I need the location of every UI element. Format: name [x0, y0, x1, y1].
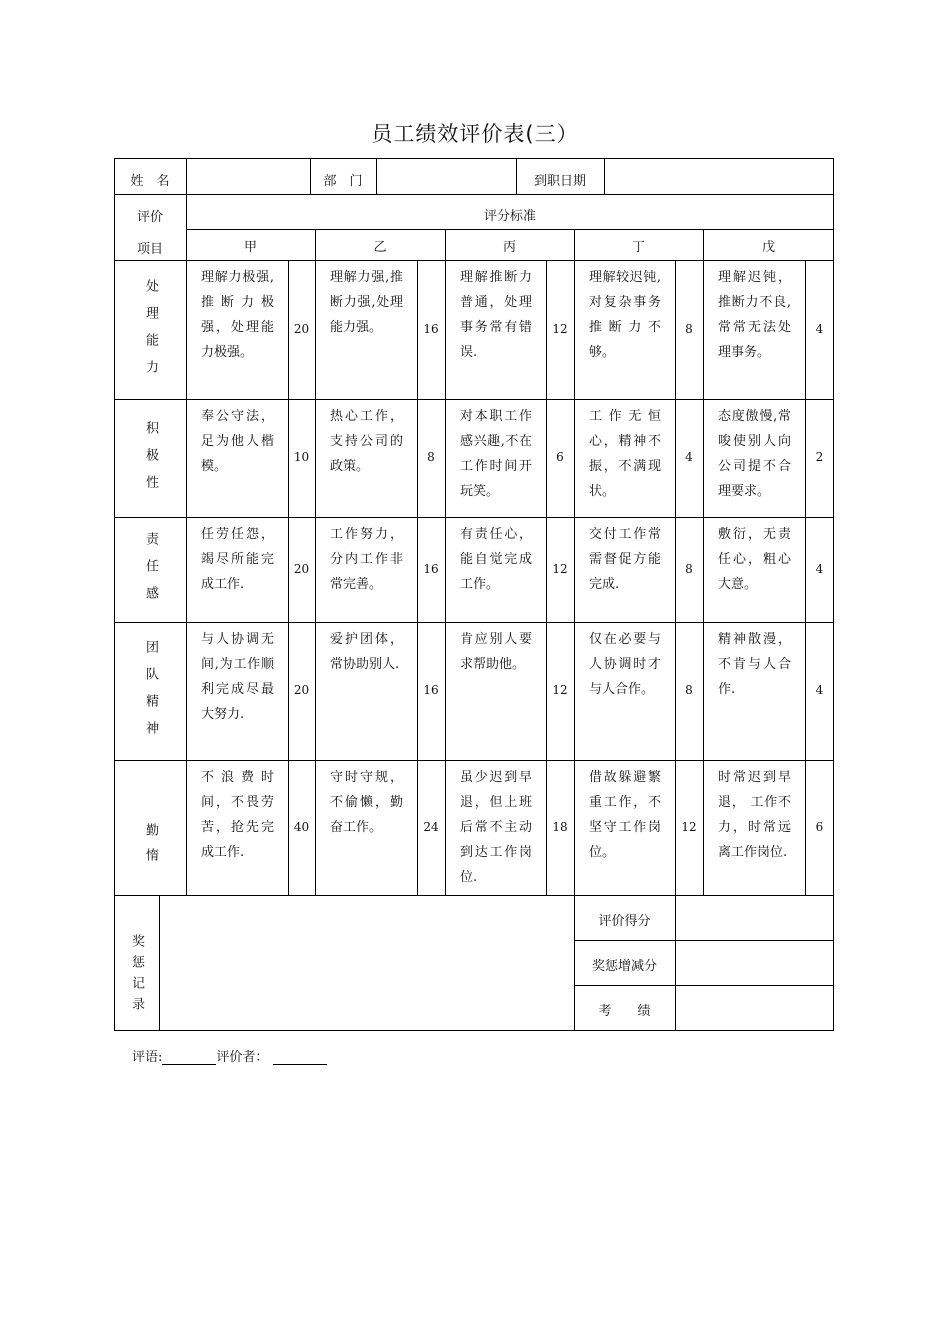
item-label-teamwork: 团队精神 — [143, 640, 158, 748]
grade-divider — [445, 622, 446, 760]
grade-divider — [574, 760, 575, 895]
col-divider — [186, 158, 187, 194]
comment-field[interactable] — [162, 1052, 216, 1065]
evaluator-label: 评价者： — [216, 1050, 269, 1065]
score-value: 40 — [293, 820, 310, 834]
grade-divider — [574, 399, 575, 517]
grade-divider — [445, 260, 446, 399]
dept-label: 部 门 — [323, 174, 363, 189]
score-value: 8 — [685, 562, 693, 576]
grade-divider — [445, 399, 446, 517]
row-divider — [186, 229, 834, 230]
score-value: 24 — [423, 820, 439, 834]
score-value: 4 — [815, 683, 824, 697]
criterion-text: 工作无恒心，精神不振，不满现状。 — [589, 409, 661, 499]
item-header-top: 评价 — [136, 210, 163, 225]
grade-e-header: 戊 — [761, 240, 775, 255]
criterion-text: 对本职工作感兴趣,不在工作时间开玩笑。 — [460, 409, 532, 499]
item-column-divider — [186, 194, 187, 895]
footer — [132, 1046, 327, 1065]
name-label: 姓 名 — [130, 174, 170, 189]
score-value: 4 — [815, 562, 824, 576]
summary-divider — [675, 895, 676, 1031]
grade-divider — [445, 760, 446, 895]
grade-b-header: 乙 — [373, 240, 387, 255]
grade-divider — [315, 260, 316, 399]
criterion-text: 理解迟钝，推断力不良,常常无法处理事务。 — [718, 270, 791, 360]
score-value: 18 — [552, 820, 568, 834]
criterion-text: 理解力极强,推断力极强，处理能力极强。 — [201, 270, 274, 360]
grade-a-header: 甲 — [243, 240, 257, 255]
summary-row-divider — [574, 985, 834, 986]
score-value: 12 — [552, 562, 568, 576]
rewards-record-field[interactable] — [161, 897, 572, 1029]
grade-divider — [703, 517, 704, 622]
score-value: 2 — [815, 450, 824, 464]
name-field[interactable] — [188, 160, 308, 192]
col-divider — [604, 158, 605, 194]
criterion-text: 时常迟到早退， 工作不力，时常远离工作岗位. — [718, 770, 791, 860]
grade-divider — [703, 622, 704, 760]
final-rating-field[interactable] — [677, 987, 832, 1029]
criterion-text: 理解较迟钝,对复杂事务推断力不够。 — [589, 270, 661, 360]
row-divider — [114, 194, 834, 195]
grade-divider — [315, 760, 316, 895]
score-value: 12 — [552, 683, 568, 697]
grade-divider — [703, 399, 704, 517]
criterion-text: 有责任心，能自觉完成工作。 — [460, 527, 532, 592]
criterion-text: 爱护团体，常协助别人. — [330, 632, 403, 672]
criterion-text: 守时守规，不偷懒，勤奋工作。 — [330, 770, 403, 835]
item-label-responsibility: 责任感 — [143, 532, 158, 613]
criterion-text: 理解推断力普通，处理事务常有错误. — [460, 270, 532, 360]
score-value: 4 — [815, 322, 824, 336]
criterion-text: 态度傲慢,常唆使别人向公司提不合理要求。 — [718, 409, 791, 499]
criterion-text: 交付工作常需督促方能完成. — [589, 527, 661, 592]
item-label-processing-ability: 处理能力 — [143, 278, 158, 387]
criterion-text: 热心工作，支持公司的政策。 — [330, 409, 403, 474]
score-value: 6 — [815, 820, 824, 834]
comment-label: 评语: — [132, 1050, 163, 1065]
evaluation-score-label: 评价得分 — [598, 914, 651, 929]
grade-divider — [574, 517, 575, 622]
criterion-text: 奉公守法，足为他人楷模。 — [201, 409, 274, 474]
score-value: 12 — [552, 322, 568, 336]
grade-divider — [574, 622, 575, 760]
hire-date-label: 到职日期 — [533, 174, 586, 189]
grade-d-header: 丁 — [631, 240, 645, 255]
criterion-text: 不浪费时间，不畏劳苦，抢先完成工作. — [201, 770, 274, 860]
row-divider — [114, 760, 834, 761]
criterion-text: 理解力强,推断力强,处理能力强。 — [330, 270, 403, 335]
grade-c-header: 丙 — [502, 240, 516, 255]
grade-divider — [315, 622, 316, 760]
record-label-divider — [159, 895, 160, 1031]
scoring-standard-header: 评分标准 — [483, 209, 536, 224]
grade-divider — [703, 260, 704, 399]
reward-adjustment-label: 奖惩增减分 — [591, 959, 657, 974]
criterion-text: 肯应别人要求帮助他。 — [460, 632, 532, 672]
evaluator-field[interactable] — [273, 1052, 327, 1065]
criterion-text: 精神散漫，不肯与人合作. — [718, 632, 791, 697]
final-rating-label: 考 绩 — [598, 1004, 651, 1019]
item-label-initiative: 积极性 — [143, 420, 158, 502]
row-divider — [114, 622, 834, 623]
criterion-text: 借故躲避繁重工作，不坚守工作岗位。 — [589, 770, 661, 860]
dept-field[interactable] — [378, 160, 514, 192]
grade-divider — [703, 760, 704, 895]
score-value: 12 — [681, 820, 697, 834]
hire-date-field[interactable] — [606, 160, 832, 192]
score-value: 20 — [293, 683, 310, 697]
score-value: 8 — [685, 322, 693, 336]
criterion-text: 敷衍，无责任心，粗心大意。 — [718, 527, 791, 592]
rewards-record-label: 奖惩记录 — [129, 934, 144, 1018]
score-value: 10 — [293, 450, 310, 464]
summary-row-divider — [574, 940, 834, 941]
criterion-text: 虽少迟到早退，但上班后常不主动到达工作岗位. — [460, 770, 532, 885]
grade-divider — [574, 260, 575, 399]
page-title: 员工绩效评价表(三） — [371, 122, 579, 146]
row-divider — [114, 895, 834, 896]
criterion-text: 工作努力，分内工作非常完善。 — [330, 527, 403, 592]
score-value: 8 — [685, 683, 693, 697]
col-divider — [376, 158, 377, 194]
score-value: 8 — [427, 450, 435, 464]
score-value: 4 — [685, 450, 693, 464]
grade-divider — [315, 517, 316, 622]
criterion-text: 任劳任怨，竭尽所能完成工作. — [201, 527, 274, 592]
criterion-text: 仅在必要与人协调时才与人合作。 — [589, 632, 661, 697]
score-value: 16 — [423, 683, 439, 697]
item-header-bottom: 项目 — [136, 242, 163, 257]
score-value: 16 — [423, 322, 439, 336]
grade-divider — [445, 517, 446, 622]
row-divider — [114, 260, 834, 261]
grade-divider — [315, 399, 316, 517]
criterion-text: 与人协调无间,为工作顺利完成尽最大努力. — [201, 632, 274, 722]
item-label-diligence: 勤惰 — [143, 822, 158, 873]
score-value: 6 — [556, 450, 564, 464]
row-divider — [114, 399, 834, 400]
row-divider — [114, 517, 834, 518]
reward-adjustment-field[interactable] — [677, 942, 832, 983]
evaluation-score-field[interactable] — [677, 897, 832, 938]
score-value: 20 — [293, 562, 310, 576]
score-value: 20 — [293, 322, 310, 336]
score-value: 16 — [423, 562, 439, 576]
